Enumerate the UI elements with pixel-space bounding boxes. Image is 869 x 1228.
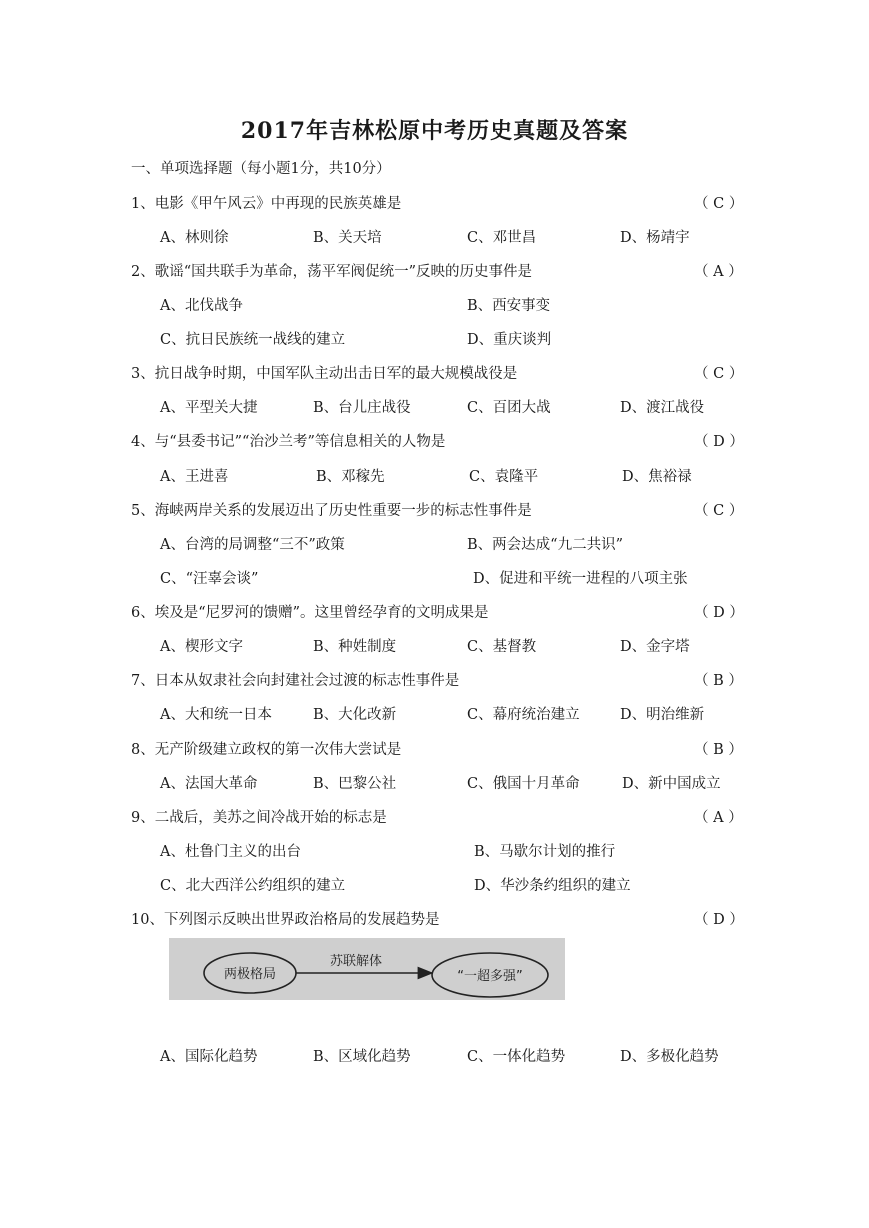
option-a: A、王进喜	[160, 469, 229, 485]
option-d: D、杨靖宇	[620, 230, 690, 246]
option-a: A、大和统一日本	[160, 707, 272, 723]
option-b: B、种姓制度	[313, 639, 397, 655]
option-b: B、区域化趋势	[313, 1049, 411, 1065]
answer-mark: （ C ）	[694, 503, 744, 519]
option-a: A、林则徐	[160, 230, 229, 246]
answer-mark: （ B ）	[694, 673, 743, 689]
question-stem: 7、日本从奴隶社会向封建社会过渡的标志性事件是	[131, 673, 460, 689]
option-d: D、明治维新	[620, 707, 705, 723]
diagram-svg	[169, 938, 565, 1000]
answer-mark: （ C ）	[694, 366, 744, 382]
option-a: A、平型关大捷	[160, 400, 258, 416]
answer-mark: （ C ）	[694, 196, 744, 212]
question-stem: 1、电影《甲午风云》中再现的民族英雄是	[131, 196, 402, 212]
option-d: D、金字塔	[620, 639, 690, 655]
question-stem: 3、抗日战争时期，中国军队主动出击日军的最大规模战役是	[131, 366, 518, 382]
option-a: A、国际化趋势	[160, 1049, 258, 1065]
page-title: 2017年吉林松原中考历史真题及答案	[240, 118, 629, 144]
question-stem: 4、与“县委书记”“治沙兰考”等信息相关的人物是	[131, 434, 446, 450]
option-a: A、楔形文字	[160, 639, 243, 655]
question-stem: 5、海峡两岸关系的发展迈出了历史性重要一步的标志性事件是	[131, 503, 532, 519]
answer-mark: （ B ）	[694, 742, 743, 758]
option-a: A、法国大革命	[160, 776, 258, 792]
question-stem: 9、二战后，美苏之间冷战开始的标志是	[131, 810, 387, 826]
option-b: B、西安事变	[467, 298, 551, 314]
option-d: D、重庆谈判	[467, 332, 552, 348]
question-stem: 6、埃及是“尼罗河的馈赠”。这里曾经孕育的文明成果是	[131, 605, 489, 621]
option-b: B、关天培	[313, 230, 382, 246]
option-c: C、抗日民族统一战线的建立	[160, 332, 346, 348]
option-c: C、百团大战	[467, 400, 551, 416]
option-a: A、杜鲁门主义的出台	[160, 844, 301, 860]
answer-mark: （ D ）	[694, 434, 744, 450]
option-b: B、大化改新	[313, 707, 397, 723]
option-b: B、马歇尔计划的推行	[474, 844, 616, 860]
answer-mark: （ D ）	[694, 605, 744, 621]
left-node-label: 两极格局	[223, 967, 277, 982]
section-heading: 一、单项选择题（每小题1分，共10分）	[131, 161, 391, 177]
option-c: C、一体化趋势	[467, 1049, 566, 1065]
option-b: B、巴黎公社	[313, 776, 397, 792]
option-a: A、北伐战争	[160, 298, 243, 314]
option-b: B、台儿庄战役	[313, 400, 411, 416]
arrow-label: 苏联解体	[329, 954, 383, 969]
option-c: C、北大西洋公约组织的建立	[160, 878, 346, 894]
option-c: C、邓世昌	[467, 230, 537, 246]
option-d: D、华沙条约组织的建立	[474, 878, 631, 894]
option-d: D、渡江战役	[620, 400, 705, 416]
option-d: D、促进和平统一进程的八项主张	[473, 571, 688, 587]
diagram-figure	[169, 938, 565, 1000]
option-b: B、邓稼先	[316, 469, 385, 485]
question-stem: 10、下列图示反映出世界政治格局的发展趋势是	[131, 912, 440, 928]
option-c: C、基督教	[467, 639, 537, 655]
option-b: B、两会达成“九二共识”	[467, 537, 623, 553]
option-c: C、“汪辜会谈”	[160, 571, 259, 587]
answer-mark: （ D ）	[694, 912, 744, 928]
option-c: C、幕府统治建立	[467, 707, 580, 723]
question-stem: 2、歌谣“国共联手为革命，荡平军阀促统一”反映的历史事件是	[131, 264, 533, 280]
option-d: D、焦裕禄	[622, 469, 692, 485]
option-c: C、俄国十月革命	[467, 776, 580, 792]
option-a: A、台湾的局调整“三不”政策	[160, 537, 345, 553]
option-d: D、多极化趋势	[620, 1049, 719, 1065]
right-node-label: “一超多强”	[457, 969, 523, 984]
option-c: C、袁隆平	[469, 469, 539, 485]
option-d: D、新中国成立	[622, 776, 721, 792]
question-stem: 8、无产阶级建立政权的第一次伟大尝试是	[131, 742, 402, 758]
answer-mark: （ A ）	[694, 264, 743, 280]
answer-mark: （ A ）	[694, 810, 743, 826]
